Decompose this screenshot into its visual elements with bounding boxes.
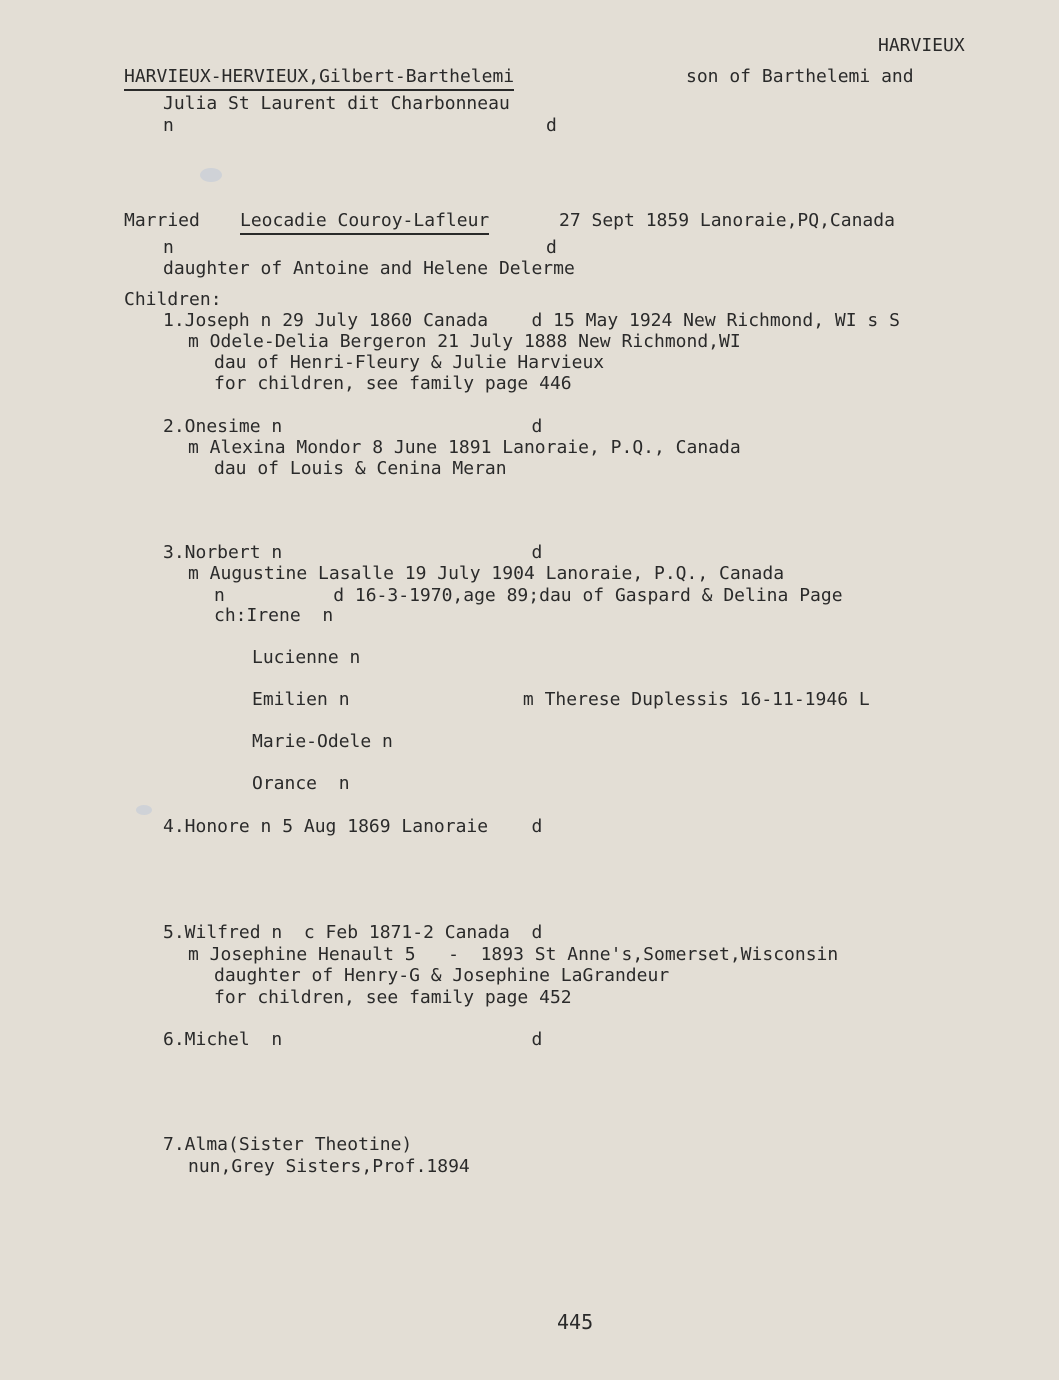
child-5-line: m Josephine Henault 5 - 1893 St Anne's,Somerset,Wisconsin <box>188 944 839 965</box>
child-5-line: 5.Wilfred n c Feb 1871-2 Canada d <box>163 922 543 943</box>
child-2-line: 2.Onesime n d <box>163 416 543 437</box>
child-1-line: 1.Joseph n 29 July 1860 Canada d 15 May 1924 New Richmond, WI s S <box>163 310 900 331</box>
child-3-line: 3.Norbert n d <box>163 542 543 563</box>
spouse-born: n <box>163 237 174 258</box>
child-1-line: dau of Henri-Fleury & Julie Harvieux <box>214 352 605 373</box>
ink-smudge <box>136 805 152 815</box>
child-3-line: n d 16-3-1970,age 89;dau of Gaspard & Delina Page <box>214 585 843 606</box>
child-1-line: m Odele-Delia Bergeron 21 July 1888 New Richmond,WI <box>188 331 741 352</box>
header-surname: HARVIEUX <box>878 35 965 56</box>
child-7-line: 7.Alma(Sister Theotine) <box>163 1134 413 1155</box>
child-2-line: dau of Louis & Cenina Meran <box>214 458 507 479</box>
spouse-parents: daughter of Antoine and Helene Delerme <box>163 258 575 279</box>
subject-born: n <box>163 115 174 136</box>
child-1-line: for children, see family page 446 <box>214 373 572 394</box>
subject-parents-b: Julia St Laurent dit Charbonneau <box>163 93 510 114</box>
marriage-spouse: Leocadie Couroy-Lafleur <box>240 210 489 235</box>
subject-died: d <box>546 115 557 136</box>
ink-smudge <box>200 168 222 182</box>
child-3-line: Orance n <box>252 773 350 794</box>
spouse-died: d <box>546 237 557 258</box>
children-label: Children: <box>124 289 222 310</box>
child-3-line: ch:Irene n <box>214 605 334 626</box>
child-7-line: nun,Grey Sisters,Prof.1894 <box>188 1156 470 1177</box>
page-number: 445 <box>557 1310 594 1334</box>
child-5-line: daughter of Henry-G & Josephine LaGrandeur <box>214 965 670 986</box>
child-4-line: 4.Honore n 5 Aug 1869 Lanoraie d <box>163 816 543 837</box>
child-3-line: Marie-Odele n <box>252 731 393 752</box>
marriage-label: Married <box>124 210 200 231</box>
subject-parents-a: son of Barthelemi and <box>686 66 914 87</box>
child-5-line: for children, see family page 452 <box>214 987 572 1008</box>
subject-name: HARVIEUX-HERVIEUX,Gilbert-Barthelemi <box>124 66 514 91</box>
child-3-line: m Augustine Lasalle 19 July 1904 Lanoraie, P.Q., Canada <box>188 563 785 584</box>
child-3-line: Emilien n m Therese Duplessis 16-11-1946 L <box>252 689 870 710</box>
child-2-line: m Alexina Mondor 8 June 1891 Lanoraie, P.Q., Canada <box>188 437 741 458</box>
child-3-line: Lucienne n <box>252 647 361 668</box>
child-6-line: 6.Michel n d <box>163 1029 543 1050</box>
marriage-details: 27 Sept 1859 Lanoraie,PQ,Canada <box>559 210 895 231</box>
